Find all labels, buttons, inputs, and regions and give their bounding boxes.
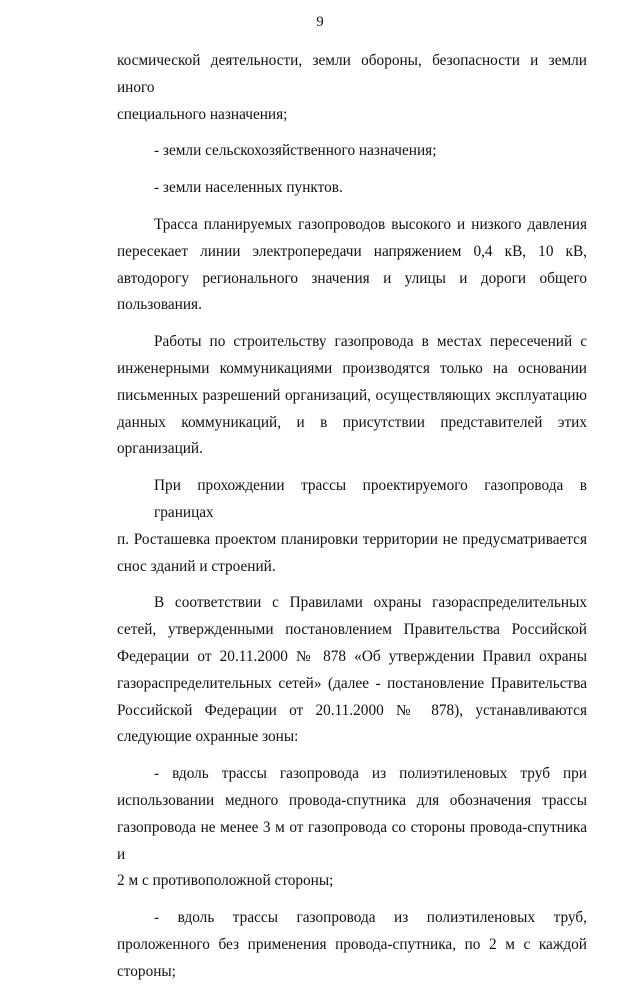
text-line: организаций. — [117, 440, 203, 458]
text-line: Российской Федерации от 20.11.2000 № 878), устанавливаются — [117, 701, 587, 719]
text-line: данных коммуникаций, и в присутствии представителей этих — [117, 413, 587, 431]
page-number: 9 — [316, 14, 324, 30]
text-line: пользования. — [117, 296, 202, 314]
text-line: газораспределительных сетей» (далее - постановление Правительства — [117, 674, 587, 692]
paragraph-protection-rules — [117, 590, 587, 751]
paragraph-construction-works — [117, 329, 587, 463]
list-item-copper-wire — [117, 761, 587, 895]
text-line: использовании медного провода-спутника для обозначения трассы — [117, 791, 587, 809]
text-line: инженерными коммуникациями производятся только на основании — [117, 359, 587, 377]
text-line: автодорогу регионального значения и улицы и дороги общего — [117, 269, 587, 287]
text-line: - вдоль трассы газопровода из полиэтиленовых труб, — [154, 909, 587, 927]
text-line: Трасса планируемых газопроводов высокого и низкого давления — [154, 215, 587, 233]
list-item-settlements — [117, 175, 587, 202]
text-line: Федерации от 20.11.2000 № 878 «Об утверждении Правил охраны — [117, 647, 587, 665]
text-line: письменных разрешений организаций, осуществляющих эксплуатацию — [117, 386, 587, 404]
text-line: пересекает линии электропередачи напряжением 0,4 кВ, 10 кВ, — [117, 242, 587, 260]
text-line: сетей, утвержденными постановлением Правительства Российской — [117, 621, 587, 639]
text-line: - земли сельскохозяйственного назначения; — [154, 142, 437, 160]
text-line: Работы по строительству газопровода в местах пересечений с — [154, 333, 587, 351]
text-line: космической деятельности, земли обороны, безопасности и земли иного — [117, 52, 587, 96]
text-line: специального назначения; — [117, 105, 288, 123]
text-line: п. Росташевка проектом планировки территории не предусматривается — [117, 530, 587, 548]
text-line: 2 м с противоположной стороны; — [117, 872, 334, 890]
text-line: В соответствии с Правилами охраны газораспределительных — [154, 594, 587, 612]
text-line: - вдоль трассы газопровода из полиэтиленовых труб при — [154, 765, 587, 783]
text-line: При прохождении трассы проектируемого газопровода в границах — [154, 477, 587, 521]
text-line: газопровода не менее 3 м от газопровода со стороны провода-спутника и — [117, 818, 587, 863]
document-body — [117, 48, 587, 996]
paragraph-land-categories — [117, 48, 587, 128]
text-line: проложенного без применения провода-спутника, по 2 м с каждой — [117, 935, 587, 953]
text-line: - земли населенных пунктов. — [154, 179, 343, 197]
paragraph-demolition — [117, 473, 587, 580]
list-item-agricultural — [117, 138, 587, 165]
text-line: следующие охранные зоны: — [117, 728, 299, 746]
text-line: снос зданий и строений. — [117, 557, 276, 575]
paragraph-route-crossings — [117, 212, 587, 319]
list-item-no-wire — [117, 905, 587, 985]
text-line: стороны; — [117, 962, 176, 980]
